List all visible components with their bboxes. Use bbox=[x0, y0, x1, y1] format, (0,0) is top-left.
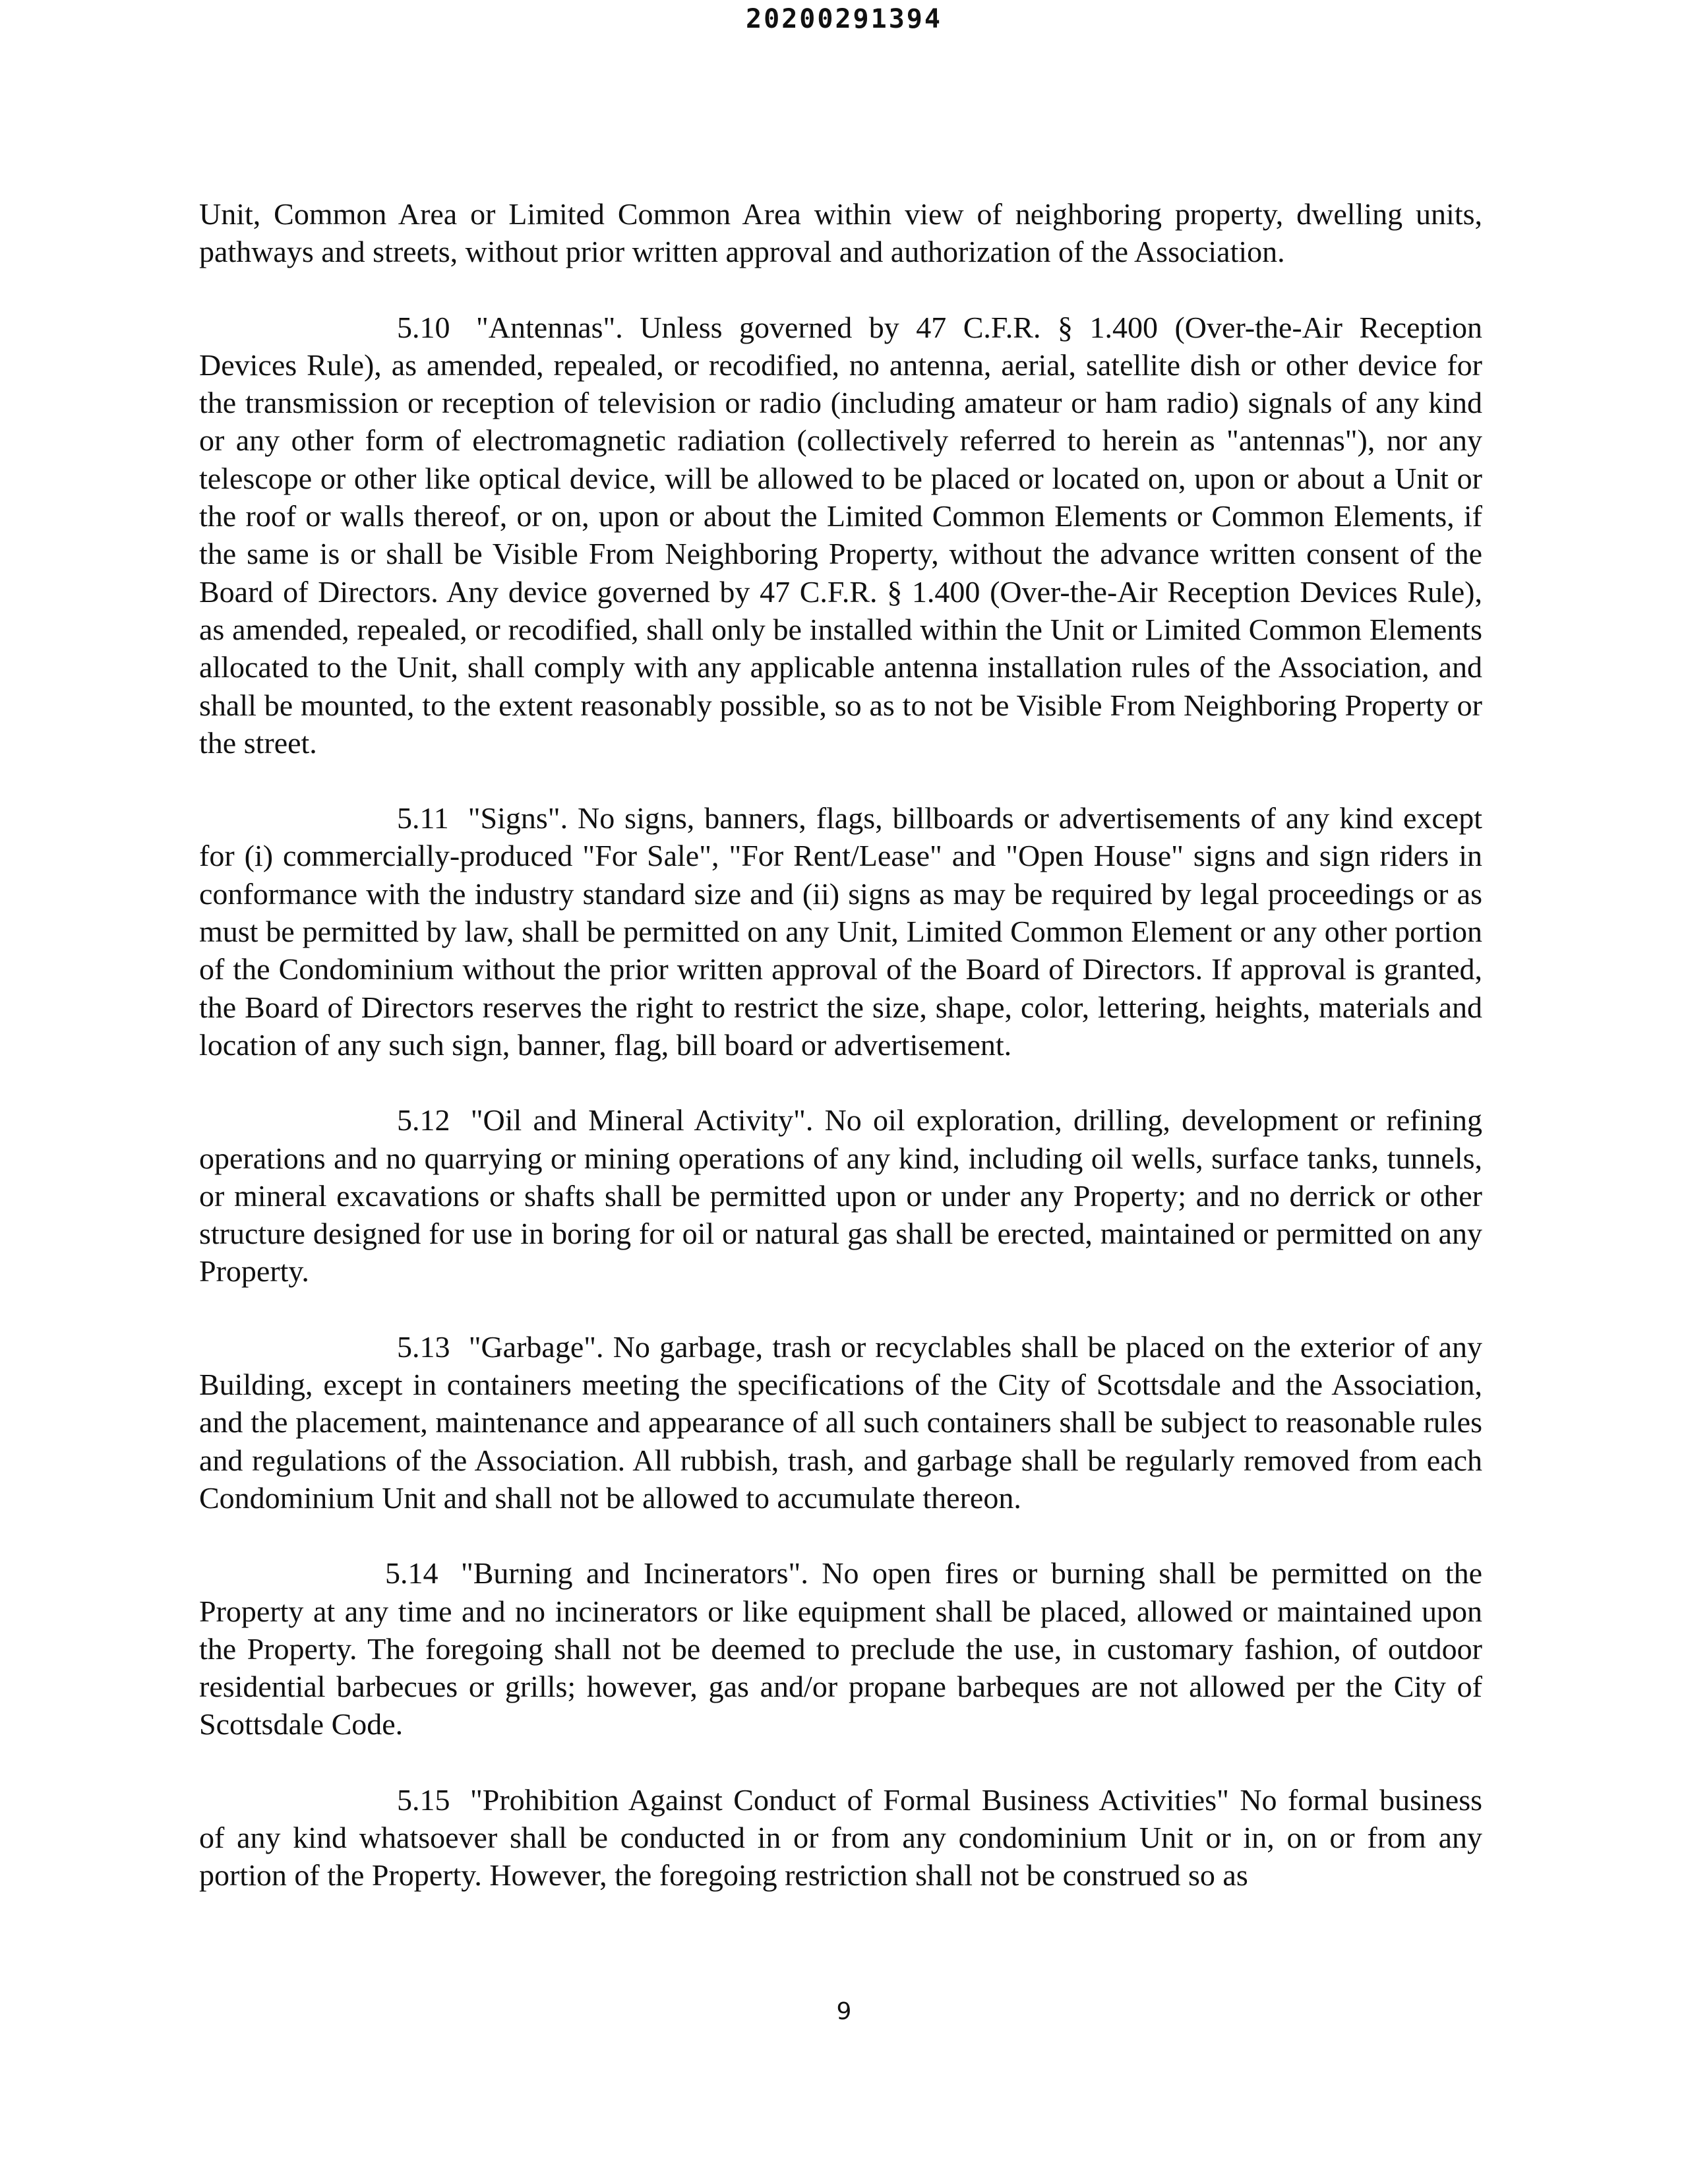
paragraph-text: "Antennas". Unless governed by 47 C.F.R. § 1.400 (Over-the-Air Reception Devices Rule), as amended, repealed, or recodified, no antenna, aerial, satellite dish or other device for the transmission or reception of television or radio (including amateur or ham radio) signals of any kind or any other form of electromagnetic radiation (collectively referred to herein as "antennas"), nor any telescope or other like optical device, will be allowed to be placed or located on, upon or about a Unit or the roof or walls thereof, or on, upon or about the Limited Common Elements or Common Elements, if the same is or shall be Visible From Neighboring Property, without the advance written consent of the Board of Directors. Any device governed by 47 C.F.R. § 1.400 (Over-the-Air Reception Devices Rule), as amended, repealed, or recodified, shall only be installed within the Unit or Limited Common Elements allocated to the Unit, shall comply with any applicable antenna installation rules of the Association, and shall be mounted, to the extent reasonably possible, so as to not be Visible From Neighboring Property or the street. bbox=[199, 310, 1482, 760]
page-number: 9 bbox=[836, 1998, 852, 2025]
paragraph-text: Unit, Common Area or Limited Common Area within view of neighboring property, dwelling units, pathways and streets, without prior written approval and authorization of the Association. bbox=[199, 197, 1482, 269]
section-5-10-antennas bbox=[199, 309, 1482, 762]
document-body bbox=[199, 195, 1482, 1932]
section-5-13-garbage bbox=[199, 1328, 1482, 1517]
section-5-14-burning bbox=[199, 1554, 1482, 1743]
section-5-11-signs bbox=[199, 799, 1482, 1064]
section-number: 5.11 bbox=[397, 801, 449, 835]
document-number-header: 20200291394 bbox=[746, 4, 942, 34]
paragraph-text: "Signs". No signs, banners, flags, billboards or advertisements of any kind except for (i) commercially-produced "For Sale", "For Rent/Lease" and "Open House" signs and sign riders in conformance with the industry standard size and (ii) signs as may be required by legal proceedings or as must be permitted by law, shall be permitted on any Unit, Limited Common Element or any other portion of the Condominium without the prior written approval of the Board of Directors. If approval is granted, the Board of Directors reserves the right to restrict the size, shape, color, lettering, heights, materials and location of any such sign, banner, flag, bill board or advertisement. bbox=[199, 801, 1482, 1062]
paragraph-text: "Burning and Incinerators". No open fires or burning shall be permitted on the Property at any time and no incinerators or like equipment shall be placed, allowed or maintained upon the Property. The foregoing shall not be deemed to preclude the use, in customary fashion, of outdoor residential barbecues or grills; however, gas and/or propane barbeques are not allowed per the City of Scottsdale Code. bbox=[199, 1556, 1482, 1742]
section-number: 5.12 bbox=[397, 1103, 450, 1138]
section-number: 5.15 bbox=[397, 1782, 450, 1817]
paragraph-text: "Oil and Mineral Activity". No oil exploration, drilling, development or refining operations and no quarrying or mining operations of any kind, including oil wells, surface tanks, tunnels, or mineral excavations or shafts shall be permitted upon or under any Property; and no derrick or other structure designed for use in boring for oil or natural gas shall be erected, maintained or permitted on any Property. bbox=[199, 1103, 1483, 1289]
paragraph-text: "Garbage". No garbage, trash or recyclables shall be placed on the exterior of any Building, except in containers meeting the specifications of the City of Scottsdale and the Association, and the placement, maintenance and appearance of all such containers shall be subject to reasonable rules and regulations of the Association. All rubbish, trash, and garbage shall be regularly removed from each Condominium Unit and shall not be allowed to accumulate thereon. bbox=[199, 1329, 1483, 1515]
paragraph-continuation bbox=[199, 195, 1482, 271]
section-number: 5.14 bbox=[385, 1556, 438, 1591]
paragraph-text: "Prohibition Against Conduct of Formal Business Activities" No formal business of any kind whatsoever shall be conducted in or from any condominium Unit or in, on or from any portion of the Property. However, the foregoing restriction shall not be construed so as bbox=[199, 1782, 1482, 1893]
section-5-15-business bbox=[199, 1781, 1482, 1895]
section-5-12-oil-mineral bbox=[199, 1101, 1482, 1290]
section-number: 5.13 bbox=[397, 1329, 450, 1364]
section-number: 5.10 bbox=[397, 310, 450, 344]
